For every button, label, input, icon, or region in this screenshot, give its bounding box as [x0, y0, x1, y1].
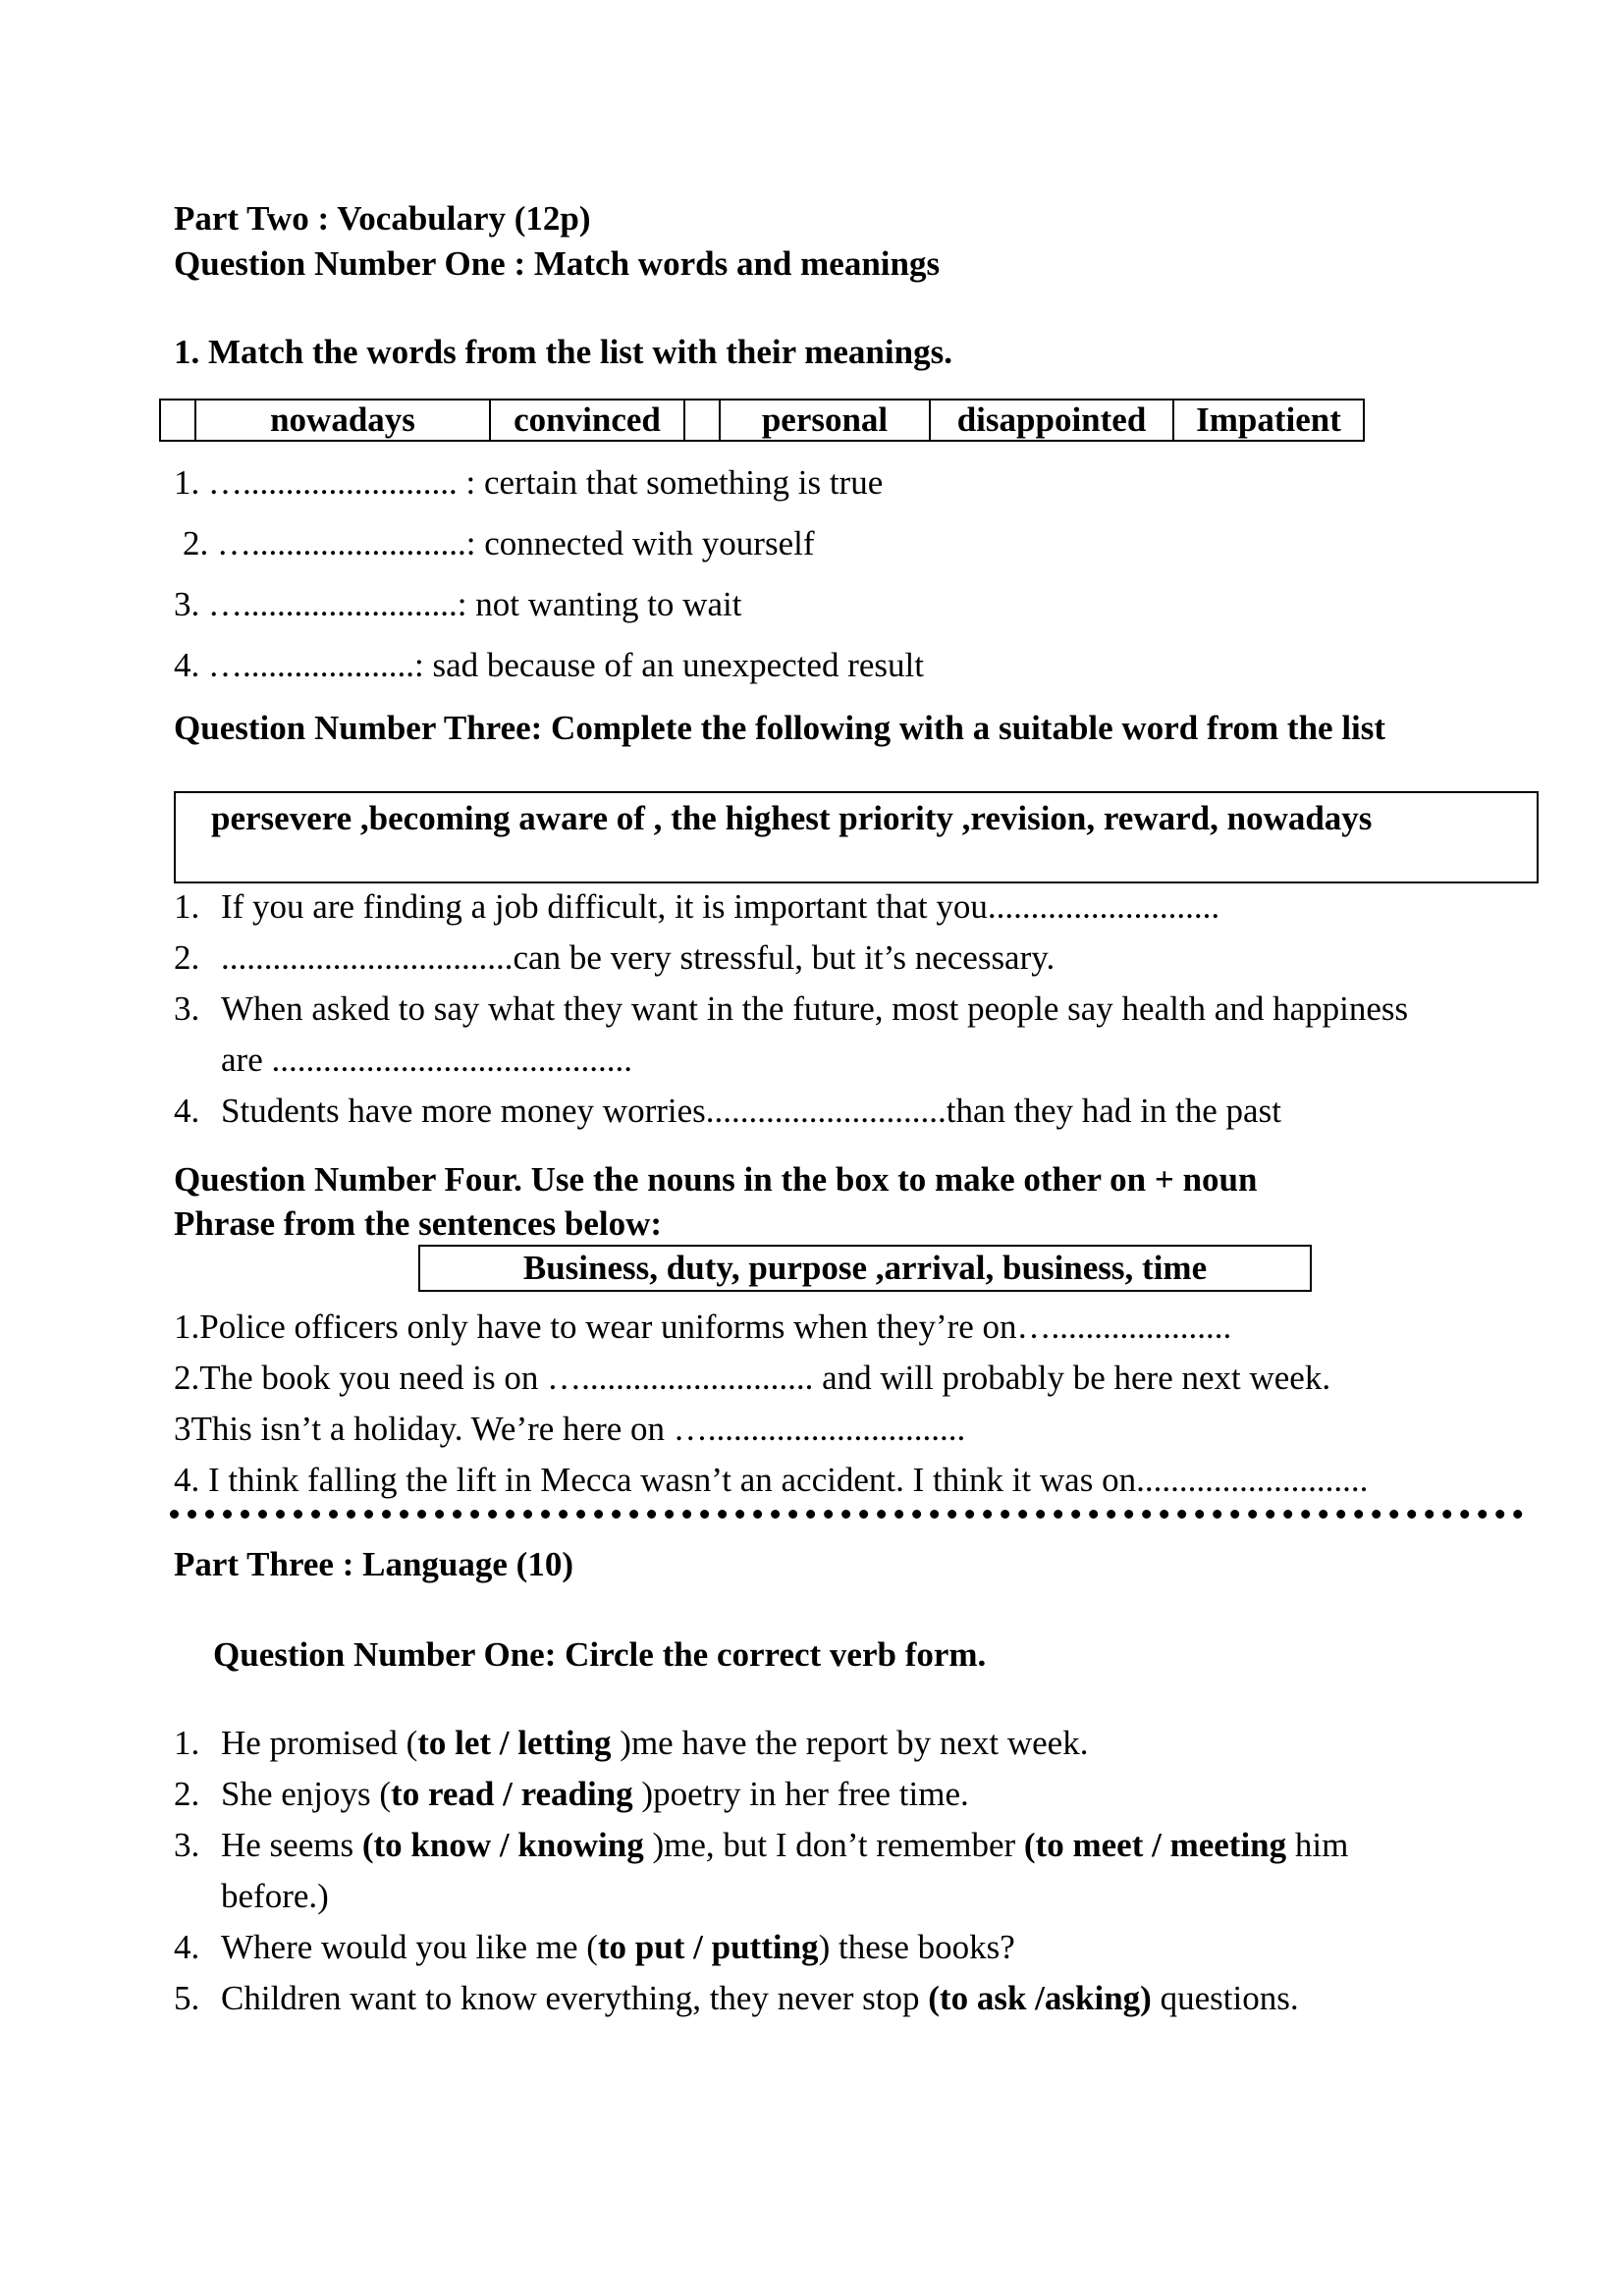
- part-two-title: Part Two : Vocabulary (12p): [174, 199, 591, 238]
- item-text: Students have more money worries............................than they had in the past: [221, 1092, 1281, 1130]
- match-item: 3. ….........................: not wanting to wait: [174, 585, 742, 623]
- match-item: 4. …....................: sad because of an unexpected result: [174, 646, 924, 684]
- q4-word-box: [418, 1245, 1312, 1292]
- part-three-q1-title: Question Number One: Circle the correct verb form.: [213, 1635, 987, 1674]
- item-text: He promised (: [221, 1724, 418, 1762]
- q4-word-box-text: Business, duty, purpose ,arrival, business, time: [522, 1249, 1208, 1287]
- word-cell: [685, 400, 721, 440]
- match-item: 2. ….........................: connected with yourself: [183, 524, 815, 562]
- item-text: She enjoys (: [221, 1775, 392, 1813]
- item-number: 2.: [174, 1775, 200, 1813]
- item-text: Children want to know everything, they never stop: [221, 1979, 929, 2017]
- match-item: 1. …......................... : certain that something is true: [174, 463, 884, 502]
- q3-item: [174, 989, 1408, 1029]
- part-three-title: Part Three : Language (10): [174, 1545, 573, 1583]
- item-text: before.): [221, 1877, 329, 1915]
- item-number: 4.: [174, 1092, 200, 1130]
- verb-item: [174, 1724, 1088, 1763]
- q4-item: 3This isn’t a holiday. We’re here on …..............................: [174, 1410, 966, 1448]
- verb-item: [174, 1979, 1299, 2018]
- verb-item: [174, 1775, 969, 1814]
- q4-item: 1.Police officers only have to wear uniforms when they’re on….....................: [174, 1308, 1232, 1346]
- q4-item: 4. I think falling the lift in Mecca wasn’t an accident. I think it was on...........................: [174, 1461, 1369, 1499]
- verb-choice[interactable]: to let / letting: [417, 1724, 612, 1762]
- verb-item: [174, 1928, 1015, 1967]
- item-text: He seems: [221, 1826, 362, 1864]
- word-cell: disappointed: [931, 400, 1174, 440]
- verb-item: [174, 1877, 329, 1916]
- word-list-table: [159, 399, 1365, 442]
- verb-choice[interactable]: (to know / knowing: [361, 1826, 644, 1864]
- q1-title: Question Number One : Match words and meanings: [174, 244, 941, 283]
- q4-item: 2.The book you need is on …........................... and will probably be here next week.: [174, 1359, 1331, 1397]
- word-cell: personal: [721, 400, 931, 440]
- item-number: 5.: [174, 1979, 200, 2017]
- item-text: )me have the report by next week.: [611, 1724, 1089, 1762]
- item-number: 4.: [174, 1928, 200, 1966]
- item-text: questions.: [1151, 1979, 1299, 2017]
- q1-instruction: 1. Match the words from the list with their meanings.: [174, 333, 952, 371]
- q3-word-box: [174, 791, 1539, 883]
- q3-item: [174, 938, 1055, 978]
- item-text: When asked to say what they want in the future, most people say health and happiness: [221, 989, 1409, 1028]
- item-number: 1.: [174, 887, 200, 926]
- item-number: 3.: [174, 1826, 200, 1864]
- section-divider: [170, 1510, 1523, 1519]
- q3-item: [174, 887, 1219, 927]
- item-text: Where would you like me (: [221, 1928, 598, 1966]
- verb-choice[interactable]: to read / reading: [391, 1775, 633, 1813]
- word-cell: [161, 400, 196, 440]
- q3-item: [174, 1092, 1281, 1131]
- item-text: are ..........................................: [221, 1041, 632, 1079]
- item-text: )me, but I don’t remember: [643, 1826, 1024, 1864]
- verb-choice[interactable]: (to ask /asking): [928, 1979, 1152, 2017]
- q4-title-line2: Phrase from the sentences below:: [174, 1204, 663, 1243]
- word-cell: Impatient: [1196, 400, 1341, 439]
- item-number: 1.: [174, 1724, 200, 1762]
- item-text: If you are finding a job difficult, it is important that you...........................: [221, 887, 1220, 926]
- item-text: ..................................can be very stressful, but it’s necessary.: [221, 938, 1056, 977]
- verb-choice[interactable]: to put / putting: [597, 1928, 819, 1966]
- verb-item: [174, 1826, 1348, 1865]
- q3-title: Question Number Three: Complete the following with a suitable word from the list: [174, 709, 1386, 747]
- verb-choice[interactable]: (to meet / meeting: [1023, 1826, 1287, 1864]
- q4-title: Question Number Four. Use the nouns in the box to make other on + noun: [174, 1160, 1258, 1199]
- item-text: ) these books?: [818, 1928, 1015, 1966]
- item-number: 2.: [174, 938, 200, 977]
- word-cell: convinced: [491, 400, 685, 440]
- word-cell: nowadays: [196, 400, 491, 440]
- item-text: him: [1286, 1826, 1349, 1864]
- q3-item: [174, 1041, 632, 1080]
- item-number: 3.: [174, 989, 200, 1028]
- item-text: )poetry in her free time.: [632, 1775, 969, 1813]
- q3-word-box-text: persevere ,becoming aware of , the highest priority ,revision, reward, nowadays: [211, 799, 1373, 837]
